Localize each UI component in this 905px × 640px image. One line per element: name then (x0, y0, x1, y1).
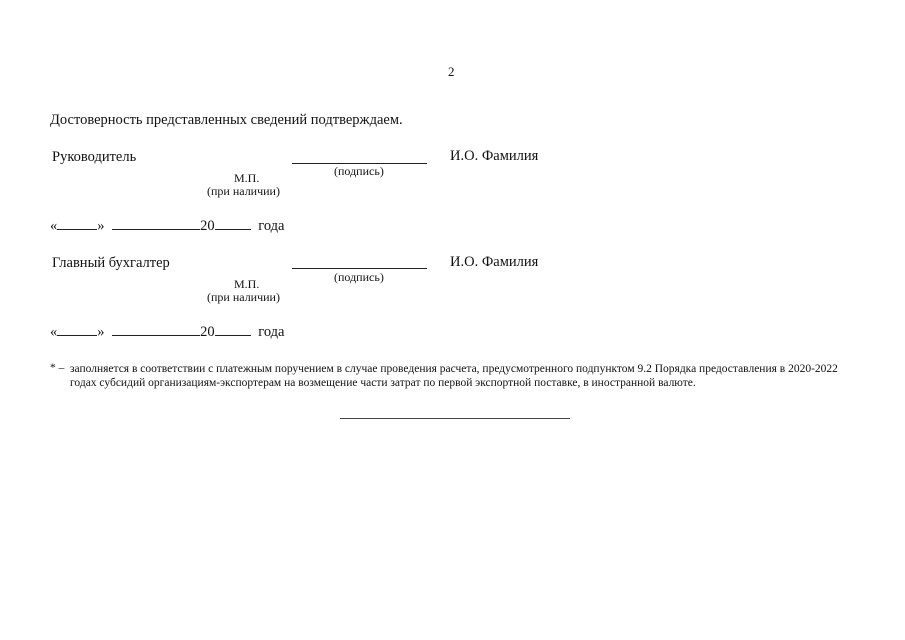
year-suffix: года (258, 218, 285, 234)
year-blank (215, 217, 251, 230)
page-number: 2 (448, 64, 455, 79)
year-blank (215, 323, 251, 336)
end-divider (340, 418, 570, 419)
stamp-label-director: М.П. (234, 171, 260, 185)
date-close-quote: » (97, 324, 105, 340)
day-blank (57, 217, 97, 230)
date-line-accountant (50, 323, 284, 341)
role-director: Руководитель (52, 149, 137, 165)
year-prefix: 20 (200, 218, 215, 234)
footnote-text: заполняется в соответствии с платежным поручением в случае проведения расчета, предусмотренного подпунктом 9.2 Порядка предоставления в 2020-2022 годах субсидий организациям-экспортерам на возмещение части затрат по первой экспортной поставке, в иностранной валюте. (70, 363, 838, 389)
signature-line-accountant (292, 268, 427, 269)
date-open-quote: « (50, 324, 58, 340)
signature-caption-director: (подпись) (334, 164, 384, 178)
date-open-quote: « (50, 218, 58, 234)
year-suffix: года (258, 324, 285, 340)
month-blank (112, 323, 200, 336)
stamp-label-accountant: М.П. (234, 277, 260, 291)
stamp-note-director: (при наличии) (207, 184, 280, 198)
signature-caption-accountant: (подпись) (334, 270, 384, 284)
name-accountant: И.О. Фамилия (450, 254, 539, 270)
month-blank (112, 217, 200, 230)
name-director: И.О. Фамилия (450, 148, 539, 164)
date-line-director (50, 217, 284, 235)
date-close-quote: » (97, 218, 105, 234)
year-prefix: 20 (200, 324, 215, 340)
day-blank (57, 323, 97, 336)
footnote-marker: * – (50, 362, 65, 374)
role-accountant: Главный бухгалтер (52, 255, 170, 271)
stamp-note-accountant: (при наличии) (207, 290, 280, 304)
confirmation-text: Достоверность представленных сведений подтверждаем. (50, 112, 403, 128)
